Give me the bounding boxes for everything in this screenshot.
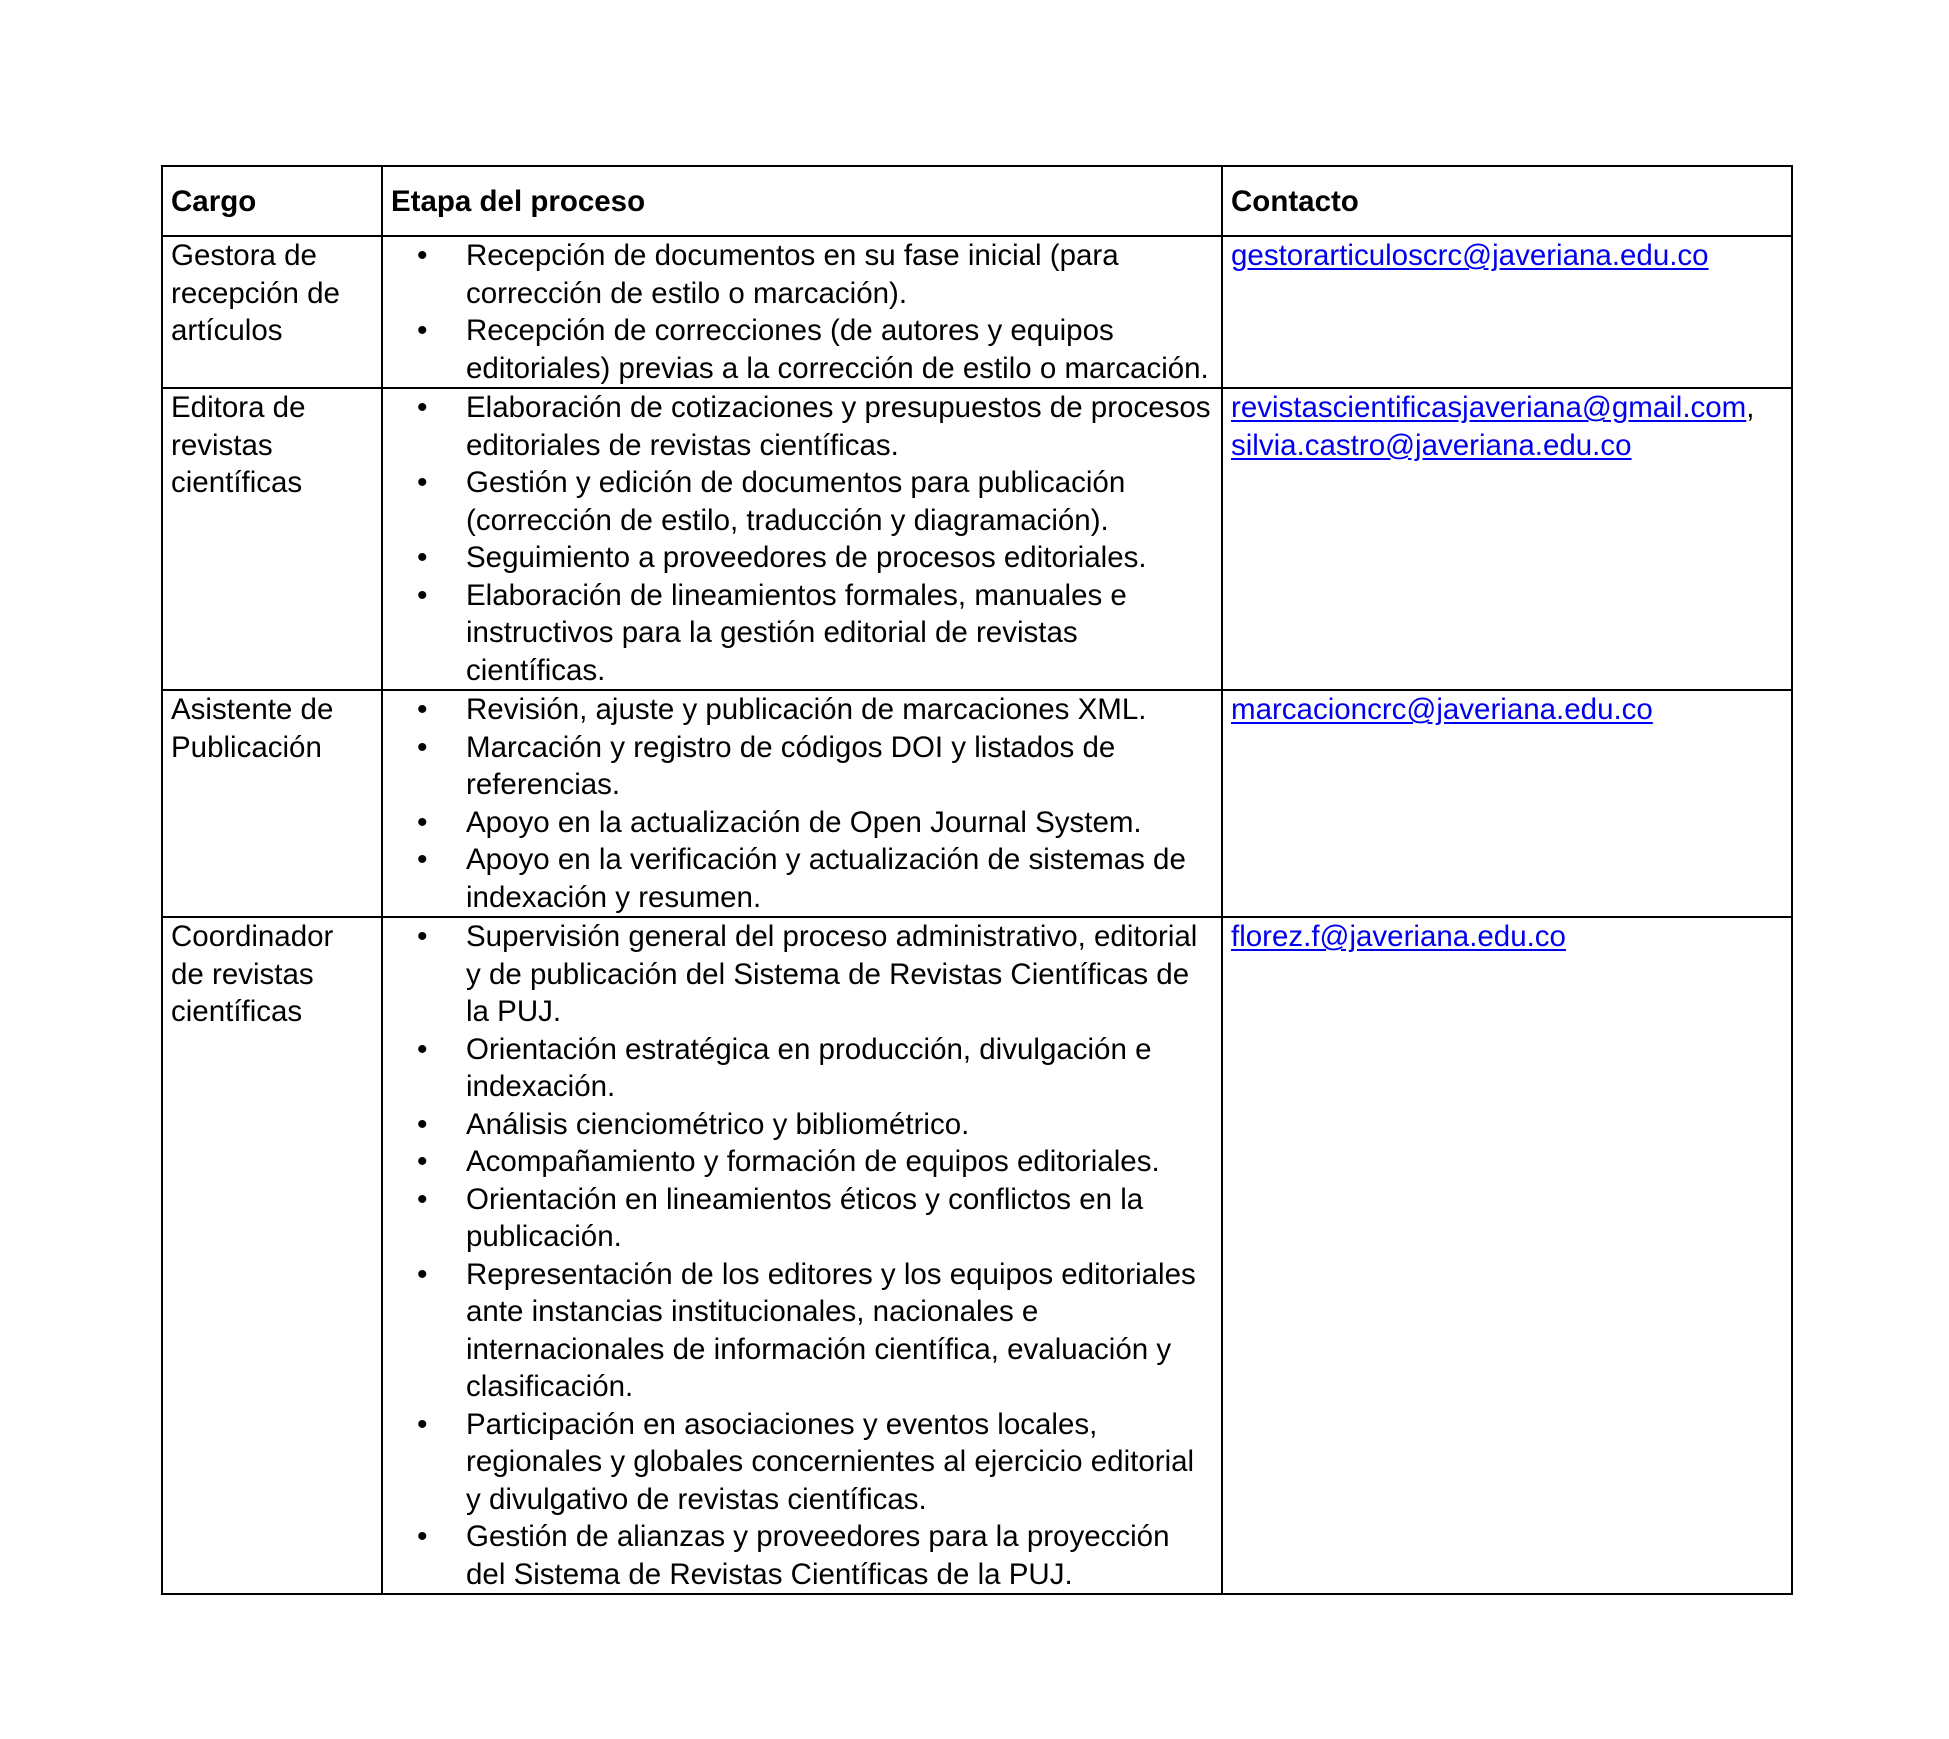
list-item: • Apoyo en la actualización de Open Journal System. [391,804,1213,842]
task-list [391,691,1213,916]
list-item: • Apoyo en la verificación y actualización de sistemas de indexación y resumen. [391,841,1213,916]
cargo-cell: Editora de revistas científicas [162,388,382,690]
header-etapa: Etapa del proceso [382,166,1222,236]
table-row [162,388,1792,690]
email-link[interactable]: florez.f@javeriana.edu.co [1231,920,1566,953]
list-item: • Revisión, ajuste y publicación de marcaciones XML. [391,691,1213,729]
cargo-cell: Coordinador de revistas científicas [162,917,382,1594]
list-item: • Representación de los editores y los equipos editoriales ante instancias institucionales, nacionales e internacionales de información científica, evaluación y clasificación. [391,1256,1213,1406]
list-item: • Recepción de correcciones (de autores y equipos editoriales) previas a la corrección de estilo o marcación. [391,312,1213,387]
list-item: • Elaboración de lineamientos formales, manuales e instructivos para la gestión editorial de revistas científicas. [391,577,1213,690]
list-item: • Supervisión general del proceso administrativo, editorial y de publicación del Sistema de Revistas Científicas de la PUJ. [391,918,1213,1031]
cargo-cell: Asistente de Publicación [162,690,382,917]
list-item: • Gestión y edición de documentos para publicación (corrección de estilo, traducción y diagramación). [391,464,1213,539]
task-list [391,389,1213,689]
table-header-row [162,166,1792,236]
etapa-cell [382,388,1222,690]
list-item: • Orientación en lineamientos éticos y conflictos en la publicación. [391,1181,1213,1256]
list-item: • Recepción de documentos en su fase inicial (para corrección de estilo o marcación). [391,237,1213,312]
list-item: • Marcación y registro de códigos DOI y listados de referencias. [391,729,1213,804]
etapa-cell [382,917,1222,1594]
table-row [162,690,1792,917]
header-contacto: Contacto [1222,166,1792,236]
list-item: • Participación en asociaciones y eventos locales, regionales y globales concernientes al ejercicio editorial y divulgativo de revistas científicas. [391,1406,1213,1519]
task-list [391,237,1213,387]
header-cargo: Cargo [162,166,382,236]
email-link[interactable]: revistascientificasjaveriana@gmail.com [1231,391,1747,424]
contacto-cell [1222,236,1792,388]
roles-table [161,165,1793,1595]
etapa-cell [382,236,1222,388]
cargo-cell: Gestora de recepción de artículos [162,236,382,388]
email-link[interactable]: silvia.castro@javeriana.edu.co [1231,428,1632,462]
table-row [162,917,1792,1594]
email-link[interactable]: marcacioncrc@javeriana.edu.co [1231,693,1653,726]
list-item: • Análisis cienciométrico y bibliométrico. [391,1106,1213,1144]
list-item: • Elaboración de cotizaciones y presupuestos de procesos editoriales de revistas científicas. [391,389,1213,464]
list-item: • Gestión de alianzas y proveedores para la proyección del Sistema de Revistas Científicas de la PUJ. [391,1518,1213,1593]
contact-separator: , [1746,391,1755,424]
list-item: • Orientación estratégica en producción, divulgación e indexación. [391,1031,1213,1106]
contacto-cell [1222,690,1792,917]
list-item: • Seguimiento a proveedores de procesos editoriales. [391,539,1213,577]
email-link[interactable]: gestorarticuloscrc@javeriana.edu.co [1231,239,1709,272]
list-item: • Acompañamiento y formación de equipos editoriales. [391,1143,1213,1181]
contacto-cell [1222,388,1792,690]
etapa-cell [382,690,1222,917]
table-row [162,236,1792,388]
task-list [391,918,1213,1593]
contacto-cell [1222,917,1792,1594]
